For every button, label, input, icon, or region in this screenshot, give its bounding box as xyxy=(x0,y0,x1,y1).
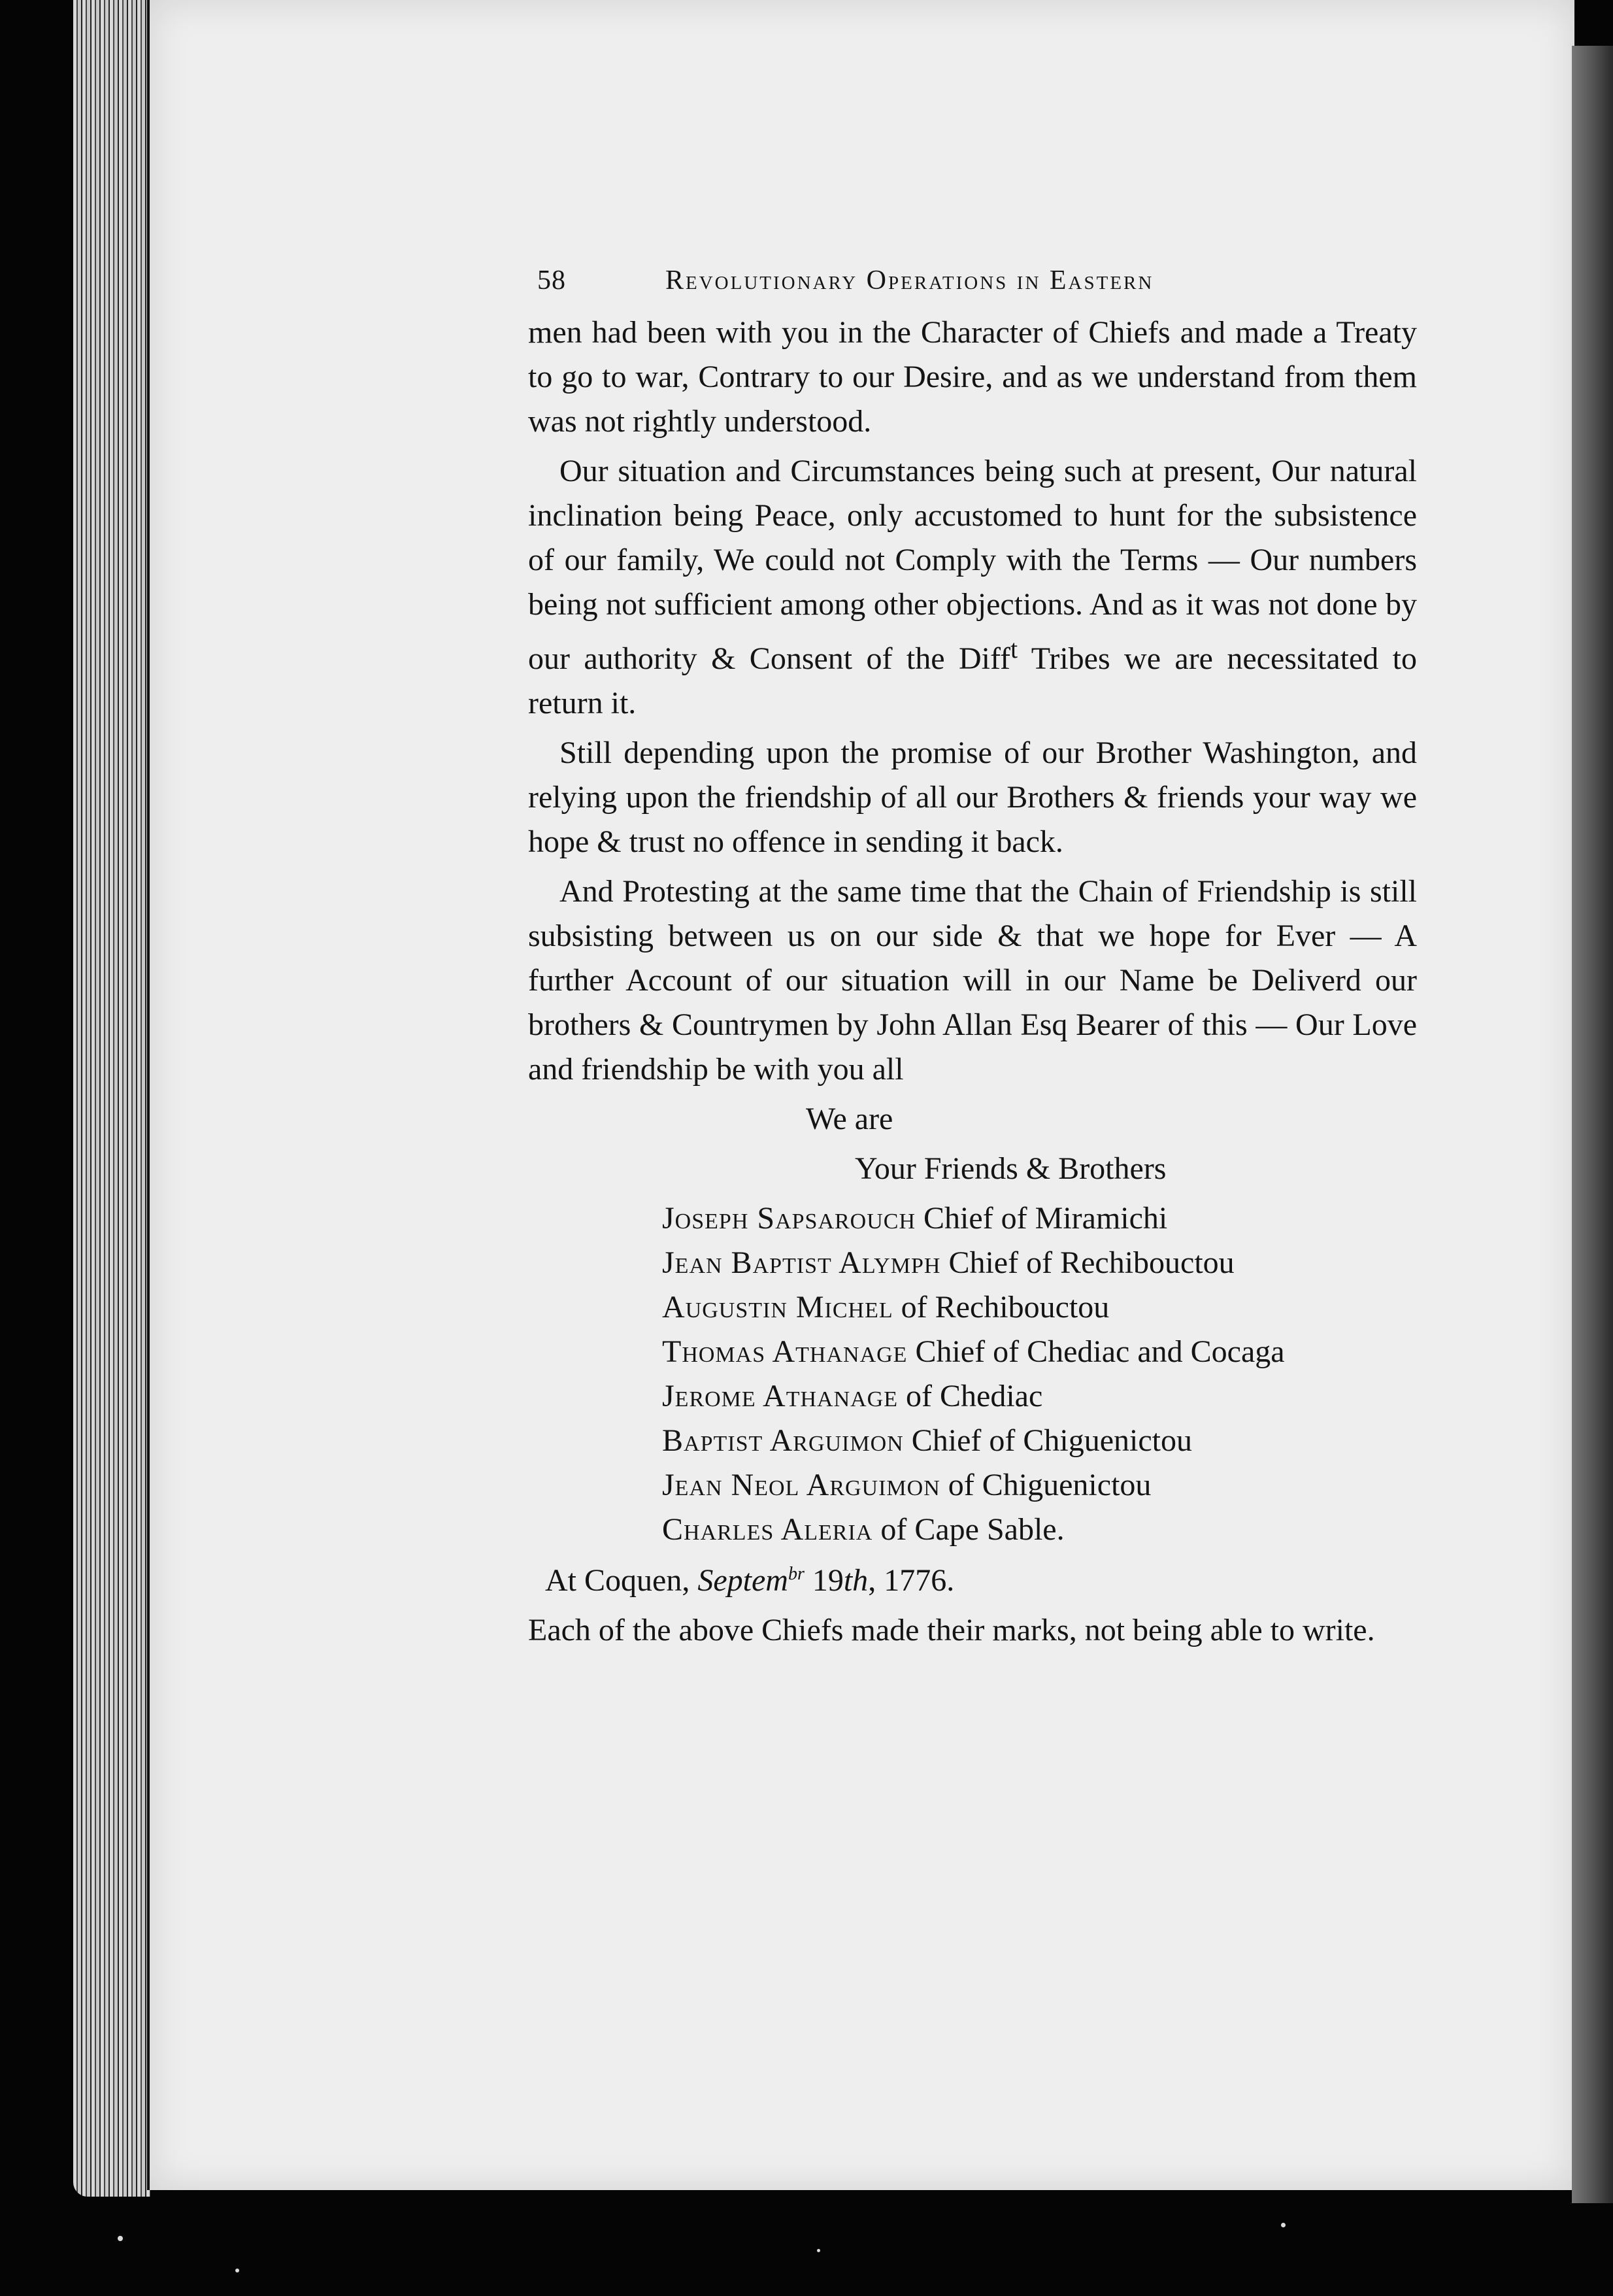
book-page-edges xyxy=(73,0,150,2197)
page-gutter-shadow xyxy=(1572,46,1613,2203)
signatory-name: Charles Aleria xyxy=(662,1512,873,1547)
dateline-day: 19 xyxy=(804,1563,844,1598)
signatory xyxy=(662,1241,1417,1285)
running-head xyxy=(528,258,1417,305)
signatory-title: of Cape Sable. xyxy=(873,1512,1065,1547)
signatory-title: of Chediac xyxy=(898,1379,1043,1413)
signatory-name: Joseph Sapsarouch xyxy=(662,1201,916,1236)
dateline xyxy=(528,1552,1417,1603)
closing-we-are: We are xyxy=(806,1102,893,1136)
signatory xyxy=(662,1508,1417,1552)
letter-body xyxy=(528,311,1417,1653)
signatory-title: of Chiguenictou xyxy=(940,1468,1152,1502)
paragraph: And Protesting at the same time that the Chain of Friendship is still subsisting between us on our side & that we hope for Ever — A further Account of our situation will in our Name be Deliverd our brothers & Countrymen by John Allan Esq Bearer of this — Our Love and friendship be with you all xyxy=(528,874,1417,1087)
signatory-title: Chief of Chediac and Cocaga xyxy=(907,1334,1285,1369)
signatory-name: Jean Baptist Alymph xyxy=(662,1245,941,1280)
dateline-day-suffix: th xyxy=(843,1563,869,1598)
signatory-title: of Rechibouctou xyxy=(893,1290,1110,1325)
signatory xyxy=(662,1196,1417,1241)
dateline-month-sup: br xyxy=(788,1564,805,1584)
signatory xyxy=(662,1285,1417,1330)
signatory xyxy=(662,1374,1417,1419)
signatory-name: Augustin Michel xyxy=(662,1290,893,1325)
page-text-block xyxy=(528,258,1417,1658)
scan-speck xyxy=(1281,2223,1286,2227)
signatory-title: Chief of Rechibouctou xyxy=(940,1245,1235,1280)
dateline-year: , 1776. xyxy=(868,1563,955,1598)
dateline-place: At Coquen, xyxy=(545,1563,698,1598)
paragraph-text: Tribes we are necessitated to return it. xyxy=(528,641,1417,720)
signatory-name: Baptist Arguimon xyxy=(662,1423,904,1458)
signatory-name: Thomas Athanage xyxy=(662,1334,908,1369)
signatory xyxy=(662,1463,1417,1508)
signatory-title: Chief of Chiguenictou xyxy=(903,1423,1192,1458)
superscript: t xyxy=(1010,634,1018,664)
signatory-name: Jerome Athanage xyxy=(662,1379,899,1413)
scan-speck xyxy=(118,2236,123,2241)
page-number: 58 xyxy=(537,265,566,295)
signatory xyxy=(662,1419,1417,1463)
paragraph-text: Our situation and Circumstances being such at present, Our natural inclination being Peace, only accustomed to hunt for the subsistence of our family, We could not Comply with the Terms — Our numbers being not sufficient among other objections. And as it was not done by our authority & Consent of the Diff xyxy=(528,454,1417,676)
signatory-list xyxy=(528,1196,1417,1552)
paragraph: men had been with you in the Character of Chiefs and made a Treaty to go to war, Contrary to our Desire, and as we understand from them was not rightly understood. xyxy=(528,315,1417,439)
running-head-title: Revolutionary Operations in Eastern xyxy=(665,265,1154,295)
final-note: Each of the above Chiefs made their marks, not being able to write. xyxy=(528,1613,1375,1647)
signatory-name: Jean Neol Arguimon xyxy=(662,1468,940,1502)
closing-friends: Your Friends & Brothers xyxy=(855,1151,1167,1186)
paragraph xyxy=(528,449,1417,726)
scan-speck xyxy=(817,2249,820,2252)
signatory xyxy=(662,1330,1417,1374)
signatory-title: Chief of Miramichi xyxy=(916,1201,1168,1236)
paragraph: Still depending upon the promise of our Brother Washington, and relying upon the friendship of all our Brothers & friends your way we hope & trust no offence in sending it back. xyxy=(528,735,1417,859)
scan-speck xyxy=(235,2269,239,2272)
dateline-month: Septem xyxy=(697,1563,788,1598)
